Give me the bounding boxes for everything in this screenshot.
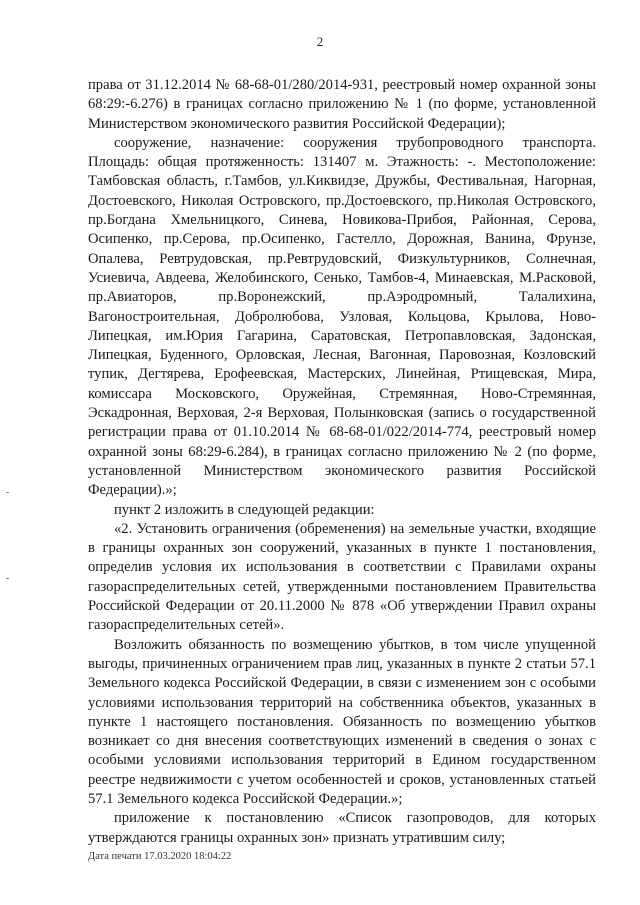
paragraph-appendix-void: приложение к постановлению «Список газопроводов, для которых утверждаются границы охранных зон» признать утратившим силу; <box>88 810 596 846</box>
paragraph-continuation: права от 31.12.2014 № 68-68-01/280/2014-931, реестровый номер охранной зоны 68:29:-6.276) в границах согласно приложению № 1 (по форме, установленной Министерством экономического развития Российской Федерации); <box>88 77 596 132</box>
document-body <box>88 76 596 848</box>
print-date-footer <box>88 851 231 862</box>
page-number: 2 <box>316 34 324 49</box>
paragraph-structure-description: сооружение, назначение: сооружения трубопроводного транспорта. Площадь: общая протяженность: 131407 м. Этажность: -. Местоположение: Тамбовская область, г.Тамбов, ул.Киквидзе, Дружбы, Фестивальная, Нагорная, Достоевского, Николая Островского, пр.Достоевского, пр.Николая Островского, пр.Богдана Хмельницкого, Синева, Новикова-Прибоя, Районная, Серова, Осипенко, пр.Серова, пр.Осипенко, Гастелло, Дорожная, Ванина, Фрунзе, Опалева, Ревтрудовская, пр.Ревтрудовский, Физкультурников, Солнечная, Усиевича, Авдеева, Желобинского, Сенько, Тамбов-4, Минаевская, М.Расковой, пр.Авиаторов, пр.Воронежский, пр.Аэродромный, Талалихина, Вагоностроительная, Добролюбова, Узловая, Кольцова, Крылова, Ново-Липецкая, им.Юрия Гагарина, Саратовская, Петропавловская, Задонская, Липецкая, Буденного, Орловская, Лесная, Вагонная, Паровозная, Козловский тупик, Дегтярева, Ерофеевская, Мастерских, Линейная, Ртищевская, Мира, комиссара Московского, Оружейная, Стремянная, Ново-Стремянная, Эскадронная, Верховая, 2-я Верховая, Полынковская (запись о государственной регистрации права от 01.10.2014 № 68-68-01/022/2014-774, реестровый номер охранной зоны 68:29-6.284), в границах согласно приложению № 2 (по форме, установленной Министерством экономического развития Российской Федерации).»; <box>88 134 596 499</box>
margin-mark <box>6 578 9 579</box>
paragraph-point-2-text: «2. Установить ограничения (обременения) на земельные участки, входящие в границы охранных зон сооружений, указанных в пункте 1 постановления, определив условия их использования в соответствии с Правилами охраны газораспределительных сетей, утвержденными постановлением Правительства Российской Федерации от 20.11.2000 № 878 «Об утверждении Правил охраны газораспределительных сетей». <box>88 520 596 634</box>
print-date-label: Дата печати <box>88 851 142 862</box>
paragraph-compensation: Возложить обязанность по возмещению убытков, в том числе упущенной выгоды, причиненных ограничением прав лиц, указанных в пункте 2 статьи 57.1 Земельного кодекса Российской Федерации, в связи с изменением зон с особыми условиями использования территорий на собственника объектов, указанных в пункте 1 настоящего постановления. Обязанность по возмещению убытков возникает со дня внесения соответствующих изменений в сведения о зонах с особыми условиями использования территорий в Едином государственном реестре недвижимости с учетом особенностей и сроков, установленных статьей 57.1 Земельного кодекса Российской Федерации.»; <box>88 636 596 807</box>
print-date-value: 17.03.2020 18:04:22 <box>144 851 232 862</box>
paragraph-point-2-intro: пункт 2 изложить в следующей редакции: <box>114 501 375 518</box>
margin-mark <box>6 492 9 493</box>
